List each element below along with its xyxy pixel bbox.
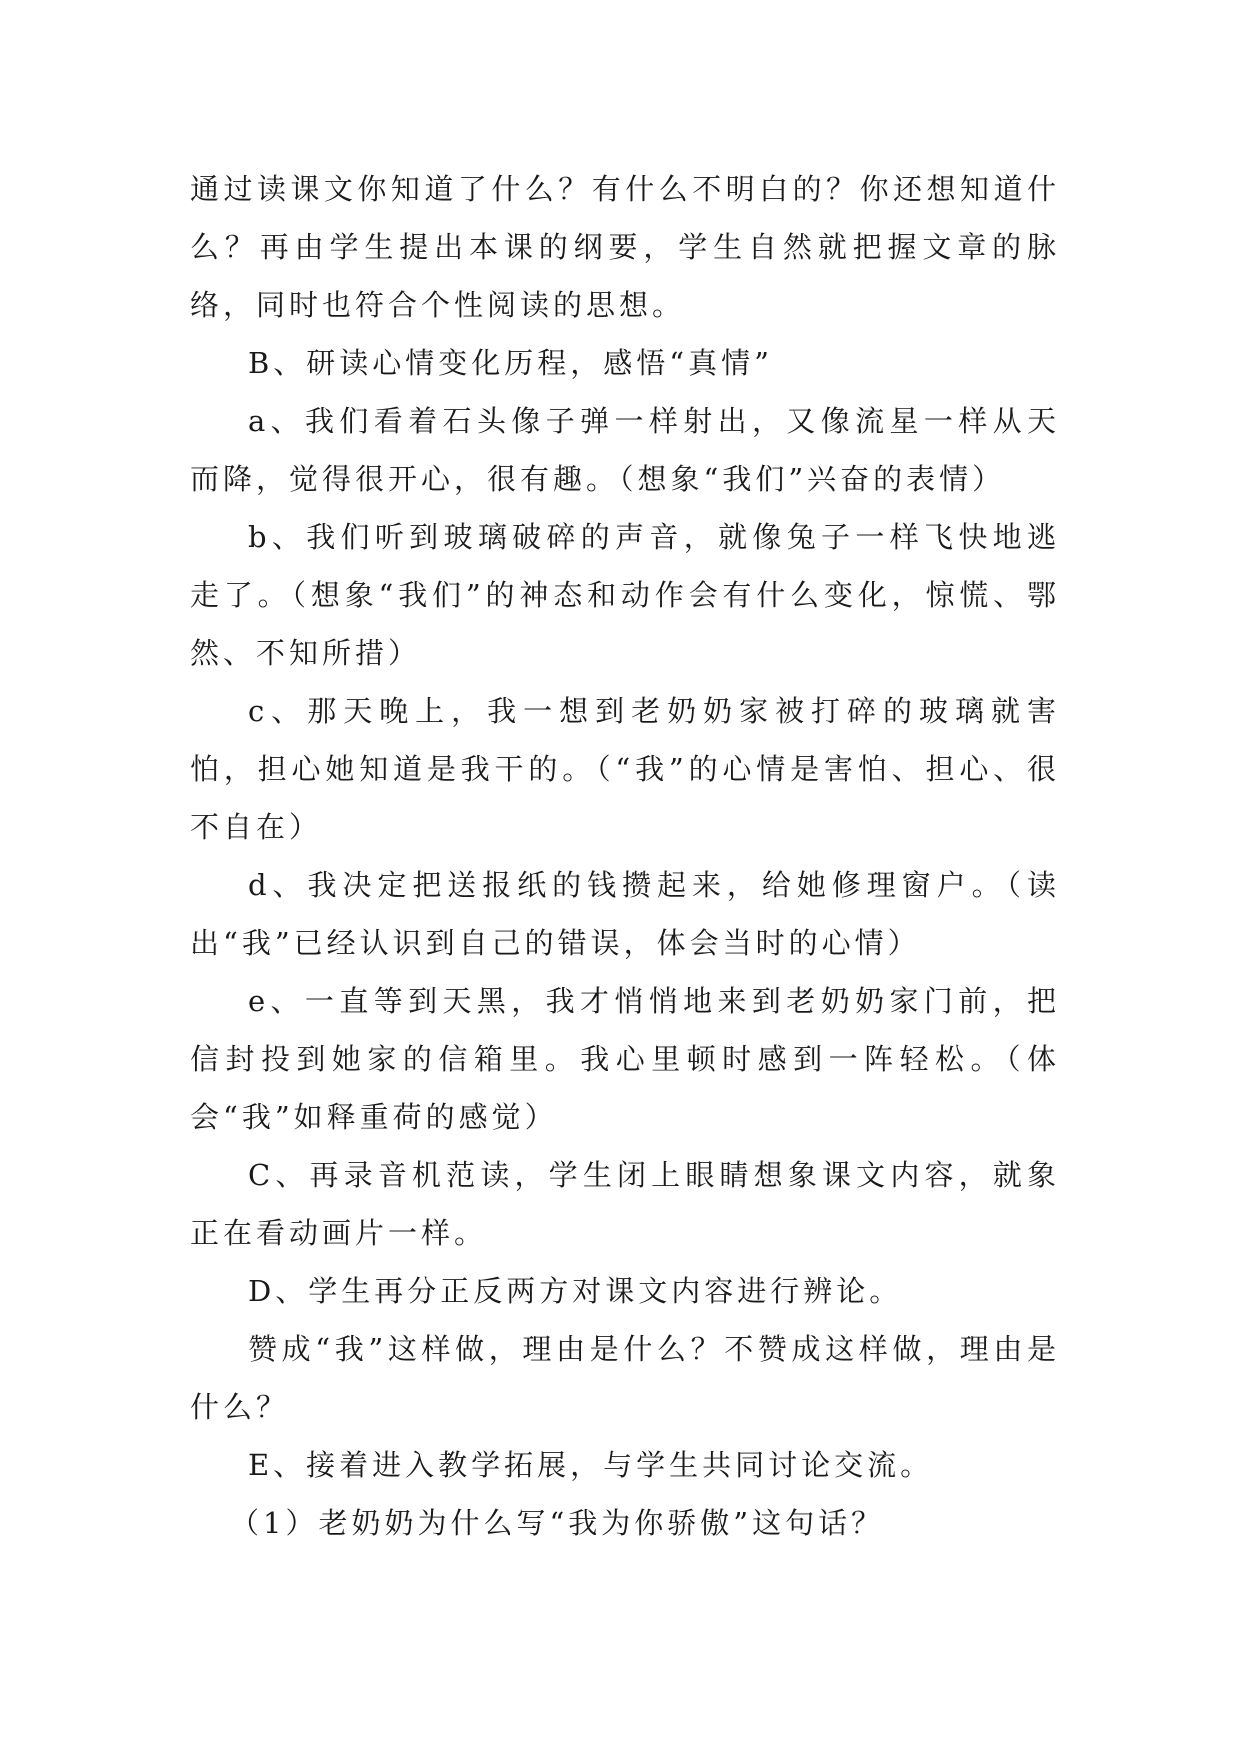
paragraph-item-b: b、我们听到玻璃破碎的声音，就像兔子一样飞快地逃走了。（想象“我们”的神态和动作会有什么变化，惊慌、鄂然、不知所措） <box>190 520 1060 670</box>
paragraph-item-a: a、我们看着石头像子弹一样射出，又像流星一样从天而降，觉得很开心，很有趣。（想象“我们”兴奋的表情） <box>190 404 1060 496</box>
paragraph-item-d: d、我决定把送报纸的钱攒起来，给她修理窗户。（读出“我”已经认识到自己的错误，体会当时的心情） <box>190 868 1060 960</box>
paragraph-intro: 通过读课文你知道了什么？有什么不明白的？你还想知道什么？再由学生提出本课的纲要，学生自然就把握文章的脉络，同时也符合个性阅读的思想。 <box>190 172 1060 322</box>
paragraph-item-c: c、那天晚上，我一想到老奶奶家被打碎的玻璃就害怕，担心她知道是我干的。（“我”的心情是害怕、担心、很不自在） <box>190 694 1060 844</box>
paragraph-debate-question: 赞成“我”这样做，理由是什么？不赞成这样做，理由是什么？ <box>190 1332 1060 1424</box>
paragraph-section-e: E、接着进入教学拓展，与学生共同讨论交流。 <box>248 1448 934 1482</box>
paragraph-item-e: e、一直等到天黑，我才悄悄地来到老奶奶家门前，把信封投到她家的信箱里。我心里顿时感到一阵轻松。（体会“我”如释重荷的感觉） <box>190 984 1060 1134</box>
paragraph-section-b: B、研读心情变化历程，感悟“真情” <box>248 346 773 380</box>
paragraph-section-d: D、学生再分正反两方对课文内容进行辨论。 <box>248 1274 903 1308</box>
paragraph-section-c: C、再录音机范读，学生闭上眼睛想象课文内容，就象正在看动画片一样。 <box>190 1158 1060 1250</box>
paragraph-question-1: （1）老奶奶为什么写“我为你骄傲”这句话？ <box>230 1506 885 1540</box>
document-body <box>190 160 1060 1552</box>
